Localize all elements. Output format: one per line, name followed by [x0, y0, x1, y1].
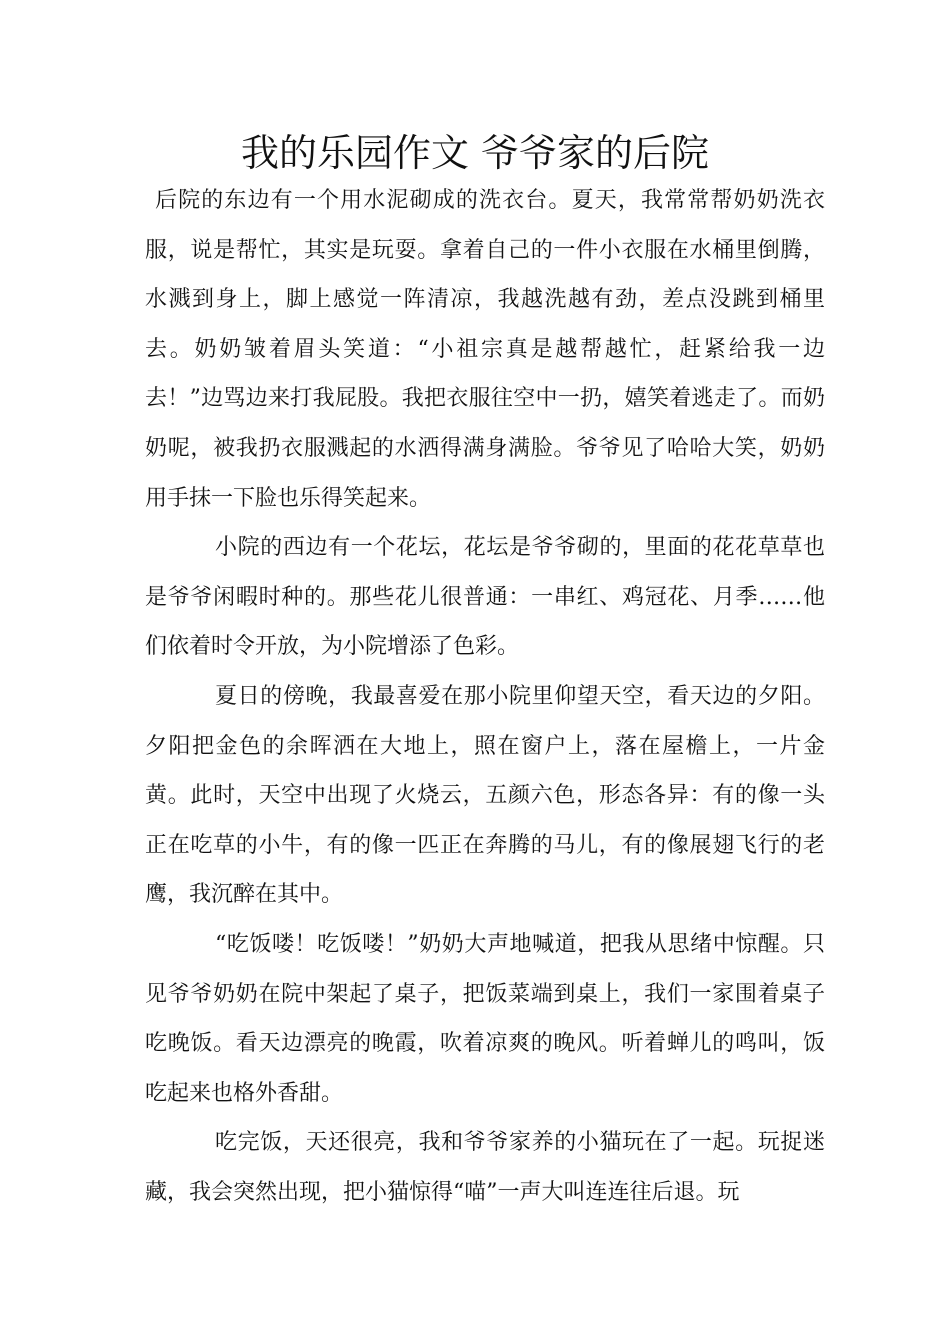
paragraph-5: 吃完饭，天还很亮，我和爷爷家养的小猫玩在了一起。玩捉迷藏，我会突然出现，把小猫惊得“喵”一声大叫连连往后退。玩 [145, 1130, 825, 1205]
paragraph-4: “吃饭喽！吃饭喽！”奶奶大声地喊道，把我从思绪中惊醒。只见爷爷奶奶在院中架起了桌子，把饭菜端到桌上，我们一家围着桌子吃晚饭。看天边漂亮的晚霞，吹着凉爽的晚风。听着蝉儿的鸣叫，饭吃起来也格外香甜。 [145, 931, 825, 1106]
paragraph-1: 后院的东边有一个用水泥砌成的洗衣台。夏天，我常常帮奶奶洗衣服，说是帮忙，其实是玩耍。拿着自己的一件小衣服在水桶里倒腾，水溅到身上，脚上感觉一阵清凉，我越洗越有劲，差点没跳到桶里去。奶奶皱着眉头笑道：“小祖宗真是越帮越忙，赶紧给我一边去！”边骂边来打我屁股。我把衣服往空中一扔，嬉笑着逃走了。而奶奶呢，被我扔衣服溅起的水洒得满身满脸。爷爷见了哈哈大笑，奶奶用手抹一下脸也乐得笑起来。 [145, 188, 825, 511]
essay-body [145, 176, 825, 1217]
paragraph-2: 小院的西边有一个花坛，花坛是爷爷砌的，里面的花花草草也是爷爷闲暇时种的。那些花儿很普通：一串红、鸡冠花、月季……他们依着时令开放，为小院增添了色彩。 [145, 535, 825, 660]
paragraph-3: 夏日的傍晚，我最喜爱在那小院里仰望天空，看天边的夕阳。夕阳把金色的余晖洒在大地上，照在窗户上，落在屋檐上，一片金黄。此时，天空中出现了火烧云，五颜六色，形态各异：有的像一头正在吃草的小牛，有的像一匹正在奔腾的马儿，有的像展翅飞行的老鹰，我沉醉在其中。 [145, 683, 825, 908]
page-title: 我的乐园作文 爷爷家的后院 [240, 131, 710, 175]
